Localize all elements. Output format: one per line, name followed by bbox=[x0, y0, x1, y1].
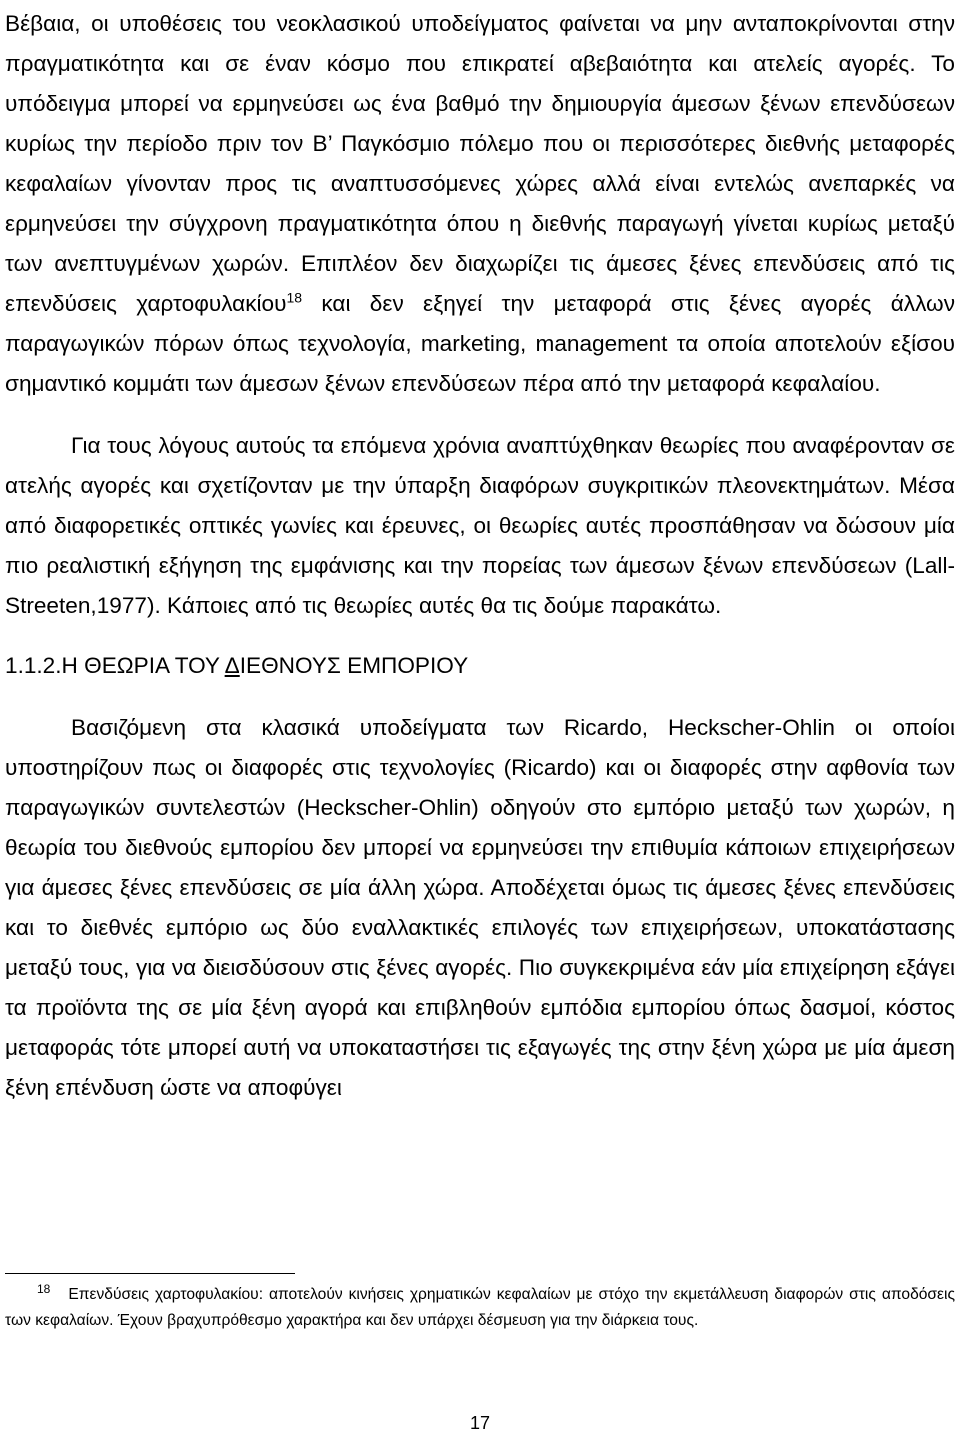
footnote-text: Επενδύσεις χαρτοφυλακίου: αποτελούν κινήσεις χρηματικών κεφαλαίων με στόχο την εκμετάλλευση διαφορών στις αποδόσεις των κεφαλαίων. Έχουν βραχυπρόθεσμο χαρακτήρα και δεν υπάρχει δέσμευση για την διάρκεια τους. bbox=[5, 1286, 955, 1329]
paragraph-text-continued: και δεν εξηγεί την μεταφορά στις ξένες αγορές άλλων παραγωγικών πόρων όπως τεχνολογία, marketing, management τα οποία αποτελούν εξίσου σημαντικό κομμάτι των άμεσων ξένων επενδύσεων πέρα από την μεταφορά κεφαλαίου. bbox=[5, 291, 955, 396]
footnote bbox=[5, 1282, 955, 1334]
footnote-reference[interactable]: 18 bbox=[286, 289, 303, 306]
paragraph-international-trade-theory: Βασιζόμενη στα κλασικά υποδείγματα των Ricardo, Heckscher-Ohlin οι οποίοι υποστηρίζουν πως οι διαφορές στις τεχνολογίες (Ricardo) και οι διαφορές στην αφθονία των παραγωγικών συντελεστών (Heckscher-Ohlin) οδηγούν στο εμπόριο μεταξύ των χωρών, η θεωρία του διεθνούς εμπορίου δεν μπορεί να ερμηνεύσει την επιθυμία κάποιων επιχειρήσεων για άμεσες ξένες επενδύσεις σε μία άλλη χώρα. Αποδέχεται όμως τις άμεσες ξένες επενδύσεις και το διεθνές εμπόριο ως δύο εναλλακτικές επιλογές των επιχειρήσεων, υποκατάστασης μεταξύ τους, για να διεισδύσουν στις ξένες αγορές. Πιο συγκεκριμένα εάν μία επιχείρηση εξάγει τα προϊόντα της σε μία ξένη αγορά και επιβληθούν εμπόδια εμπορίου όπως δασμοί, κόστος μεταφοράς τότε μπορεί αυτή να υποκαταστήσει τις εξαγωγές της στην ξένη χώρα με μία άμεση ξένη επένδυση ώστε να αποφύγει bbox=[5, 715, 955, 1100]
heading-prefix: 1.1.2.Η ΘΕΩΡΙΑ ΤΟΥ bbox=[5, 653, 225, 678]
heading-underlined-letter: Δ bbox=[224, 653, 240, 678]
section-heading bbox=[5, 646, 955, 686]
heading-suffix: ΙΕΘΝΟΥΣ ΕΜΠΟΡΙΟΥ bbox=[239, 653, 469, 678]
paragraph-text: Βέβαια, οι υποθέσεις του νεοκλασικού υποδείγματος φαίνεται να μην ανταποκρίνονται στην πραγματικότητα και σε έναν κόσμο που επικρατεί αβεβαιότητα και ατελείς αγορές. Το υπόδειγμα μπορεί να ερμηνεύσει ως ένα βαθμό την δημιουργία άμεσων ξένων επενδύσεων κυρίως την περίοδο πριν τον Β’ Παγκόσμιο πόλεμο που οι περισσότερες διεθνής μεταφορές κεφαλαίων γίνονταν προς τις αναπτυσσόμενες χώρες αλλά είναι εντελώς ανεπαρκές να ερμηνεύσει την σύγχρονη πραγματικότητα όπου η διεθνής παραγωγή γίνεται κυρίως μεταξύ των ανεπτυγμένων χωρών. Επιπλέον δεν διαχωρίζει τις άμεσες ξένες επενδύσεις από τις επενδύσεις χαρτοφυλακίου bbox=[5, 11, 955, 316]
paragraph-imperfect-markets: Για τους λόγους αυτούς τα επόμενα χρόνια αναπτύχθηκαν θεωρίες που αναφέρονταν σε ατελής αγορές και σχετίζονταν με την ύπαρξη διαφόρων συγκριτικών πλεονεκτημάτων. Μέσα από διαφορετικές οπτικές γωνίες και έρευνες, οι θεωρίες αυτές προσπάθησαν να δώσουν μία πιο ρεαλιστική εξήγηση της εμφάνισης και την πορείας των άμεσων ξένων επενδύσεων (Lall-Streeten,1977). Κάποιες από τις θεωρίες αυτές θα τις δούμε παρακάτω. bbox=[5, 433, 955, 618]
paragraph-neoclassical-critique bbox=[5, 4, 955, 404]
page-number: 17 bbox=[469, 1413, 491, 1433]
footnote-number: 18 bbox=[37, 1281, 51, 1296]
document-page bbox=[5, 0, 955, 1108]
footnote-separator bbox=[5, 1273, 295, 1274]
